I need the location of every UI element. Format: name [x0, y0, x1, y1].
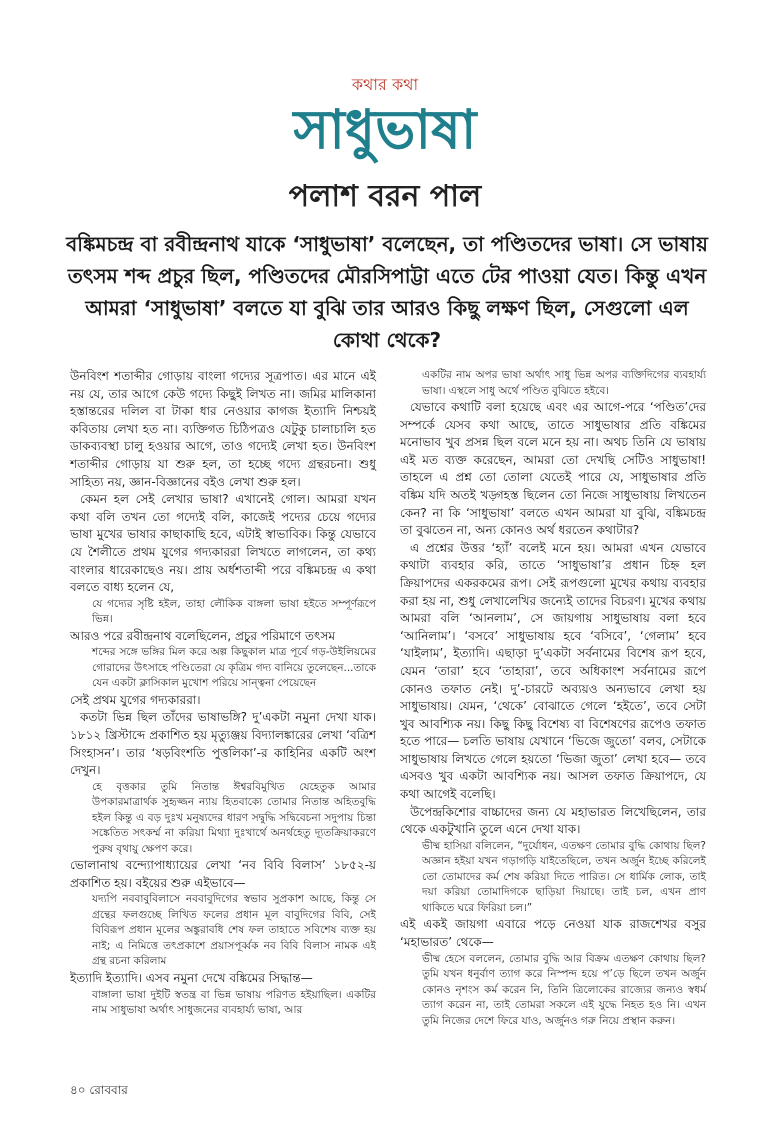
block-quote: ভীষ্ম হাসিয়া বলিলেন, “দুর্যোধন, এতক্ষণ তোমার বুদ্ধি কোথায় ছিল? অজ্ঞান হইয়া যখন গড়াগড়ি যাইতেছিলে, তখন অর্জুন ইচ্ছে করিলেই তো তোমাদের কর্ম শেষ করিয়া দিতে পারিত। সে ধার্মিক লোক, তাই দয়া করিয়া তোমাদিগকে ছাড়িয়া দিয়াছে। তাই চল, এখন প্রাণ থাকিতে ঘরে ফিরিয়া চল।”: [422, 839, 706, 914]
paragraph: যেভাবে কথাটি বলা হয়েছে এবং এর আগে-পরে ‘পণ্ডিত’দের সম্পর্কে যেসব কথা আছে, তাতে সাধুভাষার প্রতি বঙ্কিমের মনোভাব খুব প্রসন্ন ছিল বলে মনে হয় না। অথচ তিনি যে ভাষায় এই মত ব্যক্ত করেছেন, আমরা তো দেখছি সেটিও সাধুভাষা! তাহলে এ প্রশ্ন তো তোলা যেতেই পারে যে, সাধুভাষার প্রতি বঙ্কিম যদি অতই খড়্গহস্ত ছিলেন তো নিজে সাধুভাষায় লিখতেন কেন? না কি ‘সাধুভাষা’ বলতে এখন আমরা যা বুঝি, বঙ্কিমচন্দ্র তা বুঝতেন না, অন্য কোনও অর্থ ধরতেন কথাটার?: [400, 400, 706, 538]
right-column: [400, 368, 706, 1029]
author-name: পলাশ বরন পাল: [288, 179, 482, 214]
paragraph: উনবিংশ শতাব্দীর গোড়ায় বাংলা গদ্যের সূত্রপাত। এর মানে এই নয় যে, তার আগে কেউ গদ্যে কিছুই লিখত না। জমির মালিকানা হস্তান্তরের দলিল বা টাকা ধার নেওয়ার কাগজ ইত্যাদি নিশ্চয়ই কবিতায় লেখা হত না। ব্যক্তিগত চিঠিপত্রও যেটুকু চালাচালি হত ডাকব্যবস্থা চালু হওয়ার আগে, তাও গদ্যেই লেখা হত। উনবিংশ শতাব্দীর গোড়ায় যা শুরু হল, তা হচ্ছে গদ্যে গ্রন্থরচনা। শুধু সাহিত্য নয়, জ্ঞান-বিজ্ঞানের বইও লেখা শুরু হল।: [70, 369, 376, 489]
paragraph: কতটা ভিন্ন ছিল তাঁদের ভাষাভঙ্গি? দু’একটা নমুনা দেখা যাক। ১৮১২ খ্রিস্টাব্দে প্রকাশিত হয় মৃত্যুঞ্জয় বিদ্যালঙ্কারের লেখা ‘বত্রিশ সিংহাসন’। তার ‘ষড়বিংশতি পুত্তলিকা’-র কাহিনির একটি অংশ দেখুন।: [70, 710, 376, 778]
block-quote: শব্দের সঙ্গে ভঙ্গির মিল করে অল্প কিছুকাল মাত্র পূর্বে গড়-উইলিয়মের গোরাদের উৎসাহে পণ্ডিতেরা যে কৃত্রিম গদ্য বানিয়ে তুলেছেন...তাকে যেন একটা ক্লাসিকাল মুখোশ পরিয়ে সান্ত্বনা পেয়েছেন: [92, 646, 376, 690]
page-footer: ৪০ রোববার: [70, 1083, 128, 1097]
block-quote: যে গদ্যের সৃষ্টি হইল, তাহা লৌকিক বাঙ্গলা ভাষা হইতে সম্পূর্ণরূপে ভিন্ন।: [92, 597, 376, 626]
paragraph: এই একই জায়গা এবারে পড়ে নেওয়া যাক রাজশেখর বসুর ‘মহাভারত’ থেকে—: [400, 917, 706, 949]
block-quote: বাঙ্গালা ভাষা দুইটি স্বতন্ত্র বা ভিন্ন ভাষায় পরিণত হইয়াছিল। একটির নাম সাধুভাষা অর্থাৎ সাধুজনের ব্যবহার্য্য ভাষা, আর: [92, 988, 376, 1017]
paragraph: এ প্রশ্নের উত্তর ‘হ্যাঁ’ বলেই মনে হয়। আমরা এখন যেভাবে কথাটা ব্যবহার করি, তাতে ‘সাধুভাষা’র প্রধান চিহ্ন হল ক্রিয়াপদের একরকমের রূপ। সেই রূপগুলো মুখের কথায় ব্যবহার করা হয় না, শুধু লেখালেখির জন্যেই তাদের বিচরণ। মুখের কথায় আমরা বলি ‘আনলাম’, সে জায়গায় সাধুভাষায় বলা হবে ‘আনিলাম’। ‘বসবে’ সাধুভাষায় হবে ‘বসিবে’, ‘গেলাম’ হবে ‘যাইলাম’, ইত্যাদি। এছাড়া দু’একটা সর্বনামের বিশেষ রূপ হবে, যেমন ‘তারা’ হবে ‘তাহারা’, তবে অধিকাংশ সর্বনামের রূপে কোনও তফাত নেই। দু’-চারটে অব্যয়ও অন্যভাবে লেখা হয় সাধুভাষায়। যেমন, ‘থেকে’ বোঝাতে গেলে ‘হইতে’, তবে সেটা খুব আবশ্যিক নয়। কিছু কিছু বিশেষ্য বা বিশেষণের রূপেও তফাত হতে পারে— চলতি ভাষায় যেখানে ‘ভিজে জুতো’ বলব, সেটাকে সাধুভাষায় লিখতে গেলে হয়তো ‘ভিজা জুতা’ লেখা হবে— তবে এসবও খুব একটা আবশ্যিক নয়। আসল তফাত ক্রিয়াপদে, যে কথা আগেই বলেছি।: [400, 540, 706, 802]
paragraph: ভোলানাথ বন্দ্যোপাধ্যায়ের লেখা ‘নব বিবি বিলাস’ ১৮৫২-য় প্রকাশিত হয়। বইয়ের শুরু এইভাবে—: [70, 858, 376, 890]
left-column: [70, 368, 376, 1019]
block-quote: ভীষ্ম হেসে বললেন, তোমার বুদ্ধি আর বিক্রম এতক্ষণ কোথায় ছিল? তুমি যখন ধনুর্বাণ ত্যাগ করে নিস্পন্দ হয়ে প’ড়ে ছিলে তখন অর্জুন কোনও নৃশংস কর্ম করেন নি, তিনি ত্রিলোকের রাজ্যের জন্যও স্বধর্ম ত্যাগ করেন না, তাই তোমরা সকলে এই যুদ্ধে নিহত হও নি। এখন তুমি নিজের দেশে ফিরে যাও, অর্জুনও গরু নিয়ে প্রস্থান করুন।: [422, 952, 706, 1027]
paragraph: সেই প্রথম যুগের গদ্যকাররা।: [70, 692, 201, 707]
paragraph: আরও পরে রবীন্দ্রনাথ বলেছিলেন, প্রচুর পরিমাণে তৎসম: [70, 628, 336, 643]
paragraph: ইত্যাদি ইত্যাদি। এসব নমুনা দেখে বঙ্কিমের সিদ্ধান্ত—: [70, 970, 313, 985]
article-title: সাধুভাষা: [293, 98, 477, 161]
block-quote: হে বৃত্তকার তুমি নিতান্ত ঈশ্বরবিমুখিত যেহেতুক আমার উপকারমাত্রার্থক সুহৃজ্জন ন্যায় হিতবাক্যে তোমার নিতান্ত অহিতবুদ্ধি হইল কিন্তু এ বড় দুঃখ মনুষ্যদের ধারণ সদ্বুদ্ধি সদ্বিবেচনা সদুপায় চিন্তা সঙ্কেতিত সৎকর্ম্ম না করিয়া মিথ্যা দুঃখার্থে অনর্থহেতু দ্যূতক্রিয়াকরণে পুরুষ বৃথায়ু ক্ষেপণ করে।: [92, 780, 376, 855]
block-quote: যদ্যপি নববাবুবিলাসে নববাবুদিগের স্বভাব সুপ্রকাশ আছে, কিন্তু সে গ্রন্থের ফলগুচ্ছে লিখিত ফলের প্রধান মূল বাবুদিগের বিবি, সেই বিবিরূপ প্রধান মূলের অঙ্কুরাবধি শেষ ফল তাহাতে সবিশেষ ব্যক্ত হয় নাই; এ নিমিত্তে তৎপ্রকাশে প্রয়াসপূর্ব্বক নব বিবি বিলাস নামক এই গ্রন্থ রচনা করিলাম: [92, 893, 376, 968]
block-quote: একটির নাম অপর ভাষা অর্থাৎ সাধু ভিন্ন অপর ব্যক্তিদিগের ব্যবহার্য্য ভাষা। এস্থলে সাধু অর্থে পণ্ডিত বুঝিতে হইবে।: [422, 369, 706, 397]
paragraph: উপেন্দ্রকিশোর বাচ্চাদের জন্য যে মহাভারত লিখেছিলেন, তার থেকে একটুখানি তুলে এনে দেখা যাক।: [400, 804, 706, 837]
intro-standfirst: বঙ্কিমচন্দ্র বা রবীন্দ্রনাথ যাকে ‘সাধুভাষা’ বলেছেন, তা পণ্ডিতদের ভাষা। সে ভাষায় তৎসম শব্দ প্রচুর ছিল, পণ্ডিতদের মৌরসিপাট্টা এতে টের পাওয়া যেত। কিন্তু এখন আমরা ‘সাধুভাষা’ বলতে যা বুঝি তার আরও কিছু লক্ষণ ছিল, সেগুলো এল কোথা থেকে?: [66, 232, 708, 352]
paragraph: কেমন হল সেই লেখার ভাষা? এখানেই গোল। আমরা যখন কথা বলি তখন তো গদ্যেই বলি, কাজেই পদ্যের চেয়ে গদ্যের ভাষা মুখের ভাষার কাছাকাছি হবে, এটাই স্বাভাবিক। কিন্তু যেভাবে যে শৈলীতে প্রথম যুগের গদ্যকাররা লিখতে লাগলেন, তা কথ্য বাংলার ধারেকাছেও নয়। প্রায় অর্ধশতাব্দী পরে বঙ্কিমচন্দ্র এ কথা বলতে বাধ্য হলেন যে,: [70, 492, 376, 595]
section-kicker: কথার কথা: [351, 75, 419, 94]
